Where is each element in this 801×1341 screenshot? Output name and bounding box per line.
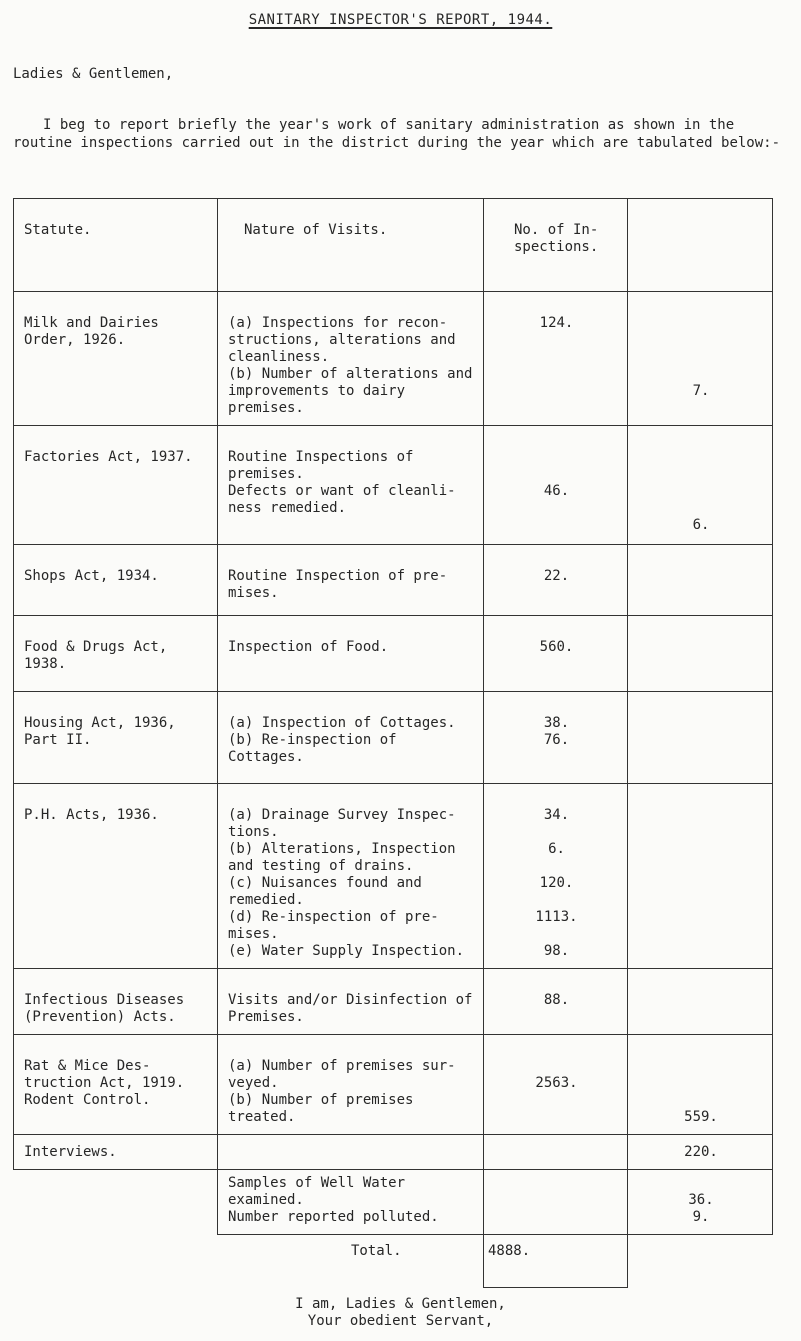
table-row — [14, 784, 773, 969]
table-row — [14, 969, 773, 1035]
table-row — [14, 426, 773, 545]
statute-cell: Factories Act, 1937. — [24, 449, 193, 465]
other-count: 6. — [692, 517, 710, 533]
other-count: 220. — [684, 1144, 718, 1160]
statute-cell: Infectious Diseases (Prevention) Acts. — [24, 992, 185, 1025]
table-row — [14, 692, 773, 784]
other-count: 559. — [684, 1109, 718, 1125]
closing-line-2: Your obedient Servant, — [307, 1313, 494, 1329]
nature-item: Visits and/or Disinfection of Premises. — [228, 992, 473, 1025]
inspection-count: 22. — [543, 568, 570, 584]
other-count: 36. — [688, 1192, 714, 1208]
nature-item: Routine Inspection of pre-mises. — [228, 568, 448, 601]
total-row — [14, 1235, 773, 1288]
inspection-count: 46. — [543, 483, 570, 499]
table-row — [14, 616, 773, 692]
nature-item: (a) Drainage Survey Inspec-tions. — [228, 807, 456, 840]
inspection-count: 6. — [548, 841, 565, 857]
table-row — [14, 545, 773, 616]
nature-item: (d) Re-inspection of pre-mises. — [228, 909, 439, 942]
table-row — [14, 1170, 773, 1235]
inspection-count: 98. — [543, 943, 570, 959]
inspection-count: 34. — [543, 807, 570, 823]
nature-item: (b) Number of premises treated. — [228, 1092, 414, 1125]
statute-cell: Interviews. — [24, 1144, 117, 1160]
other-count: 7. — [692, 383, 710, 399]
inspection-count: 38. — [543, 715, 570, 731]
nature-item: Samples of Well Water examined. — [228, 1175, 406, 1208]
nature-item: (e) Water Supply Inspection. — [228, 943, 465, 959]
closing-line-1: I am, Ladies & Gentlemen, — [295, 1296, 506, 1312]
inspections-table — [13, 198, 773, 1288]
header-statute: Statute. — [24, 222, 92, 238]
inspection-count: 1113. — [535, 909, 578, 925]
inspection-count: 76. — [543, 732, 570, 748]
nature-item: (a) Number of premises sur-veyed. — [228, 1058, 456, 1091]
total-value: 4888. — [488, 1243, 531, 1259]
other-count: 9. — [692, 1209, 710, 1225]
inspection-count: 2563. — [535, 1075, 578, 1091]
intro-paragraph: I beg to report briefly the year's work of sanitary administration as shown in the routine inspections carried out in the district during the year which are tabulated below:- — [13, 117, 781, 151]
header-nature: Nature of Visits. — [244, 222, 388, 238]
statute-cell: Shops Act, 1934. — [24, 568, 159, 584]
inspection-count: 88. — [543, 992, 570, 1008]
report-title: SANITARY INSPECTOR'S REPORT, 1944. — [248, 12, 553, 28]
header-blank — [628, 199, 772, 253]
table-row — [14, 1035, 773, 1135]
closing — [0, 1296, 801, 1330]
nature-item: (b) Number of alterations and improvements to dairy premises. — [228, 366, 473, 416]
table-row — [14, 1135, 773, 1170]
nature-item: Defects or want of cleanli-ness remedied. — [228, 483, 456, 516]
total-label: Total. — [350, 1243, 402, 1259]
table-row — [14, 292, 773, 426]
nature-item: Number reported polluted. — [228, 1209, 439, 1225]
salutation: Ladies & Gentlemen, — [13, 66, 174, 82]
nature-item: (a) Inspection of Cottages. — [228, 715, 456, 731]
nature-item: Inspection of Food. — [228, 639, 389, 655]
inspection-count: 120. — [539, 875, 574, 891]
statute-cell: Milk and Dairies Order, 1926. — [24, 315, 159, 348]
inspection-count: 560. — [539, 639, 574, 655]
table-header-row — [14, 199, 773, 292]
nature-item: (a) Inspections for recon-structions, alterations and cleanliness. — [228, 315, 456, 365]
statute-cell: P.H. Acts, 1936. — [24, 807, 159, 823]
nature-item: Routine Inspections of premises. — [228, 449, 414, 482]
header-inspections: No. of In-spections. — [514, 222, 599, 255]
statute-cell: Housing Act, 1936, Part II. — [24, 715, 176, 748]
statute-cell: Rat & Mice Des-truction Act, 1919. Rodent Control. — [24, 1058, 185, 1108]
nature-item: (b) Re-inspection of Cottages. — [228, 732, 397, 765]
nature-item: (b) Alterations, Inspection and testing of drains. — [228, 841, 456, 874]
statute-cell: Food & Drugs Act, 1938. — [24, 639, 168, 672]
inspection-count: 124. — [539, 315, 574, 331]
nature-item: (c) Nuisances found and remedied. — [228, 875, 422, 908]
